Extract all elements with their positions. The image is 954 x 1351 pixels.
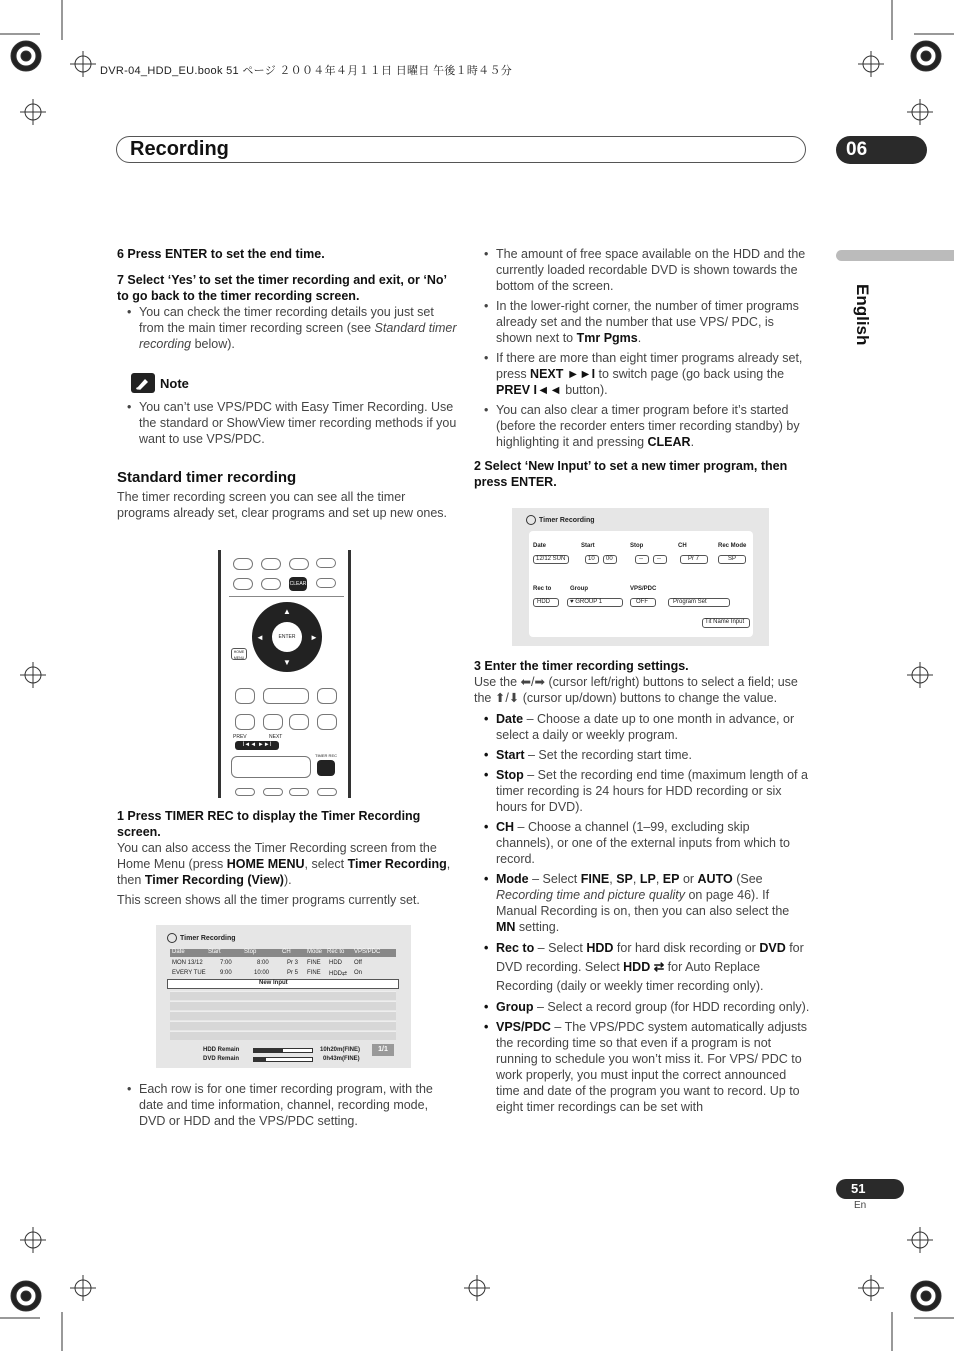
step-7: 7 Select ‘Yes’ to set the timer recording and exit, or ‘No’ to go back to the timer recording screen. (117, 273, 447, 303)
empty-row (170, 991, 396, 1000)
col-vps: VPS/PDC (354, 949, 381, 955)
text: – Select a record group (for HDD recording only). (533, 1000, 810, 1014)
text-bold: DVD (759, 941, 786, 955)
bullet-next-page (474, 350, 810, 398)
text: (See (732, 872, 763, 886)
remote-button (263, 688, 309, 704)
book-header: DVR-04_HDD_EU.book 51 ページ ２００４年４月１１日 日曜日 午後１時４５分 (100, 65, 513, 77)
vps-label: VPS/PDC (630, 586, 657, 592)
cell: On (354, 970, 363, 976)
step-2: 2 Select ‘New Input’ to set a new timer program, then press ENTER. (474, 459, 788, 489)
text-bold: HDD (586, 941, 614, 955)
recmode-value: SP (728, 556, 737, 562)
remote-button (316, 558, 336, 568)
item-recto (474, 939, 810, 996)
text-bold: CLEAR (647, 435, 691, 449)
recmode-label: Rec Mode (718, 543, 747, 549)
text: to switch page (go back using the (595, 367, 785, 381)
start-hour: 10 (588, 556, 595, 562)
text: In the lower-right corner, the number of timer programs already set and the number that use VPS/ PDC, is shown next to (496, 299, 799, 345)
cell: Pr 5 (287, 970, 299, 976)
note-icon (131, 373, 155, 393)
empty-row (170, 1021, 396, 1030)
bullet-tmr-pgms (474, 298, 810, 346)
step-6: 6 Press ENTER to set the end time. (117, 247, 325, 261)
text-bold: Tmr Pgms (576, 331, 638, 345)
empty-row (170, 1001, 396, 1010)
ch-value: Pr 7 (688, 556, 700, 562)
start-minute: 00 (606, 556, 613, 562)
text-bold: NEXT ►►I (530, 367, 596, 381)
bullet-clear (474, 402, 810, 450)
text-bold: HOME MENU (226, 857, 305, 871)
term: Start (496, 748, 525, 762)
date-value: 12/12 SUN (536, 556, 566, 562)
text: – Set the recording start time. (524, 748, 692, 762)
hdd-remain-value: 10h20m(FINE) (320, 1047, 361, 1053)
cell: HDD (329, 960, 342, 966)
text-bold: Timer Recording (View) (144, 873, 284, 887)
col-ch: CH (282, 949, 291, 955)
step-1-para (117, 840, 457, 888)
item-stop (474, 767, 810, 815)
group-label: Group (570, 586, 588, 592)
ch-label: CH (678, 543, 687, 549)
text: , (632, 872, 640, 886)
text: for DVD recording. Select (496, 941, 804, 974)
text: – Select (534, 941, 587, 955)
cell: Off (354, 960, 362, 966)
right-column-top (474, 246, 810, 490)
hdd-remain-bar (253, 1048, 313, 1053)
language-label: English (853, 284, 872, 346)
arrow-right-icon: ► (310, 633, 318, 642)
pencil-icon (131, 373, 155, 393)
cell: FINE (307, 970, 321, 976)
page-number: 51 (851, 1181, 866, 1196)
item-mode (474, 871, 810, 935)
stop-minute: -- (657, 556, 661, 562)
term: VPS/PDC (496, 1020, 551, 1034)
term: Rec to (496, 941, 535, 955)
term: Date (496, 712, 524, 726)
chapter-number: 06 (846, 139, 868, 160)
cell: 8:00 (257, 960, 269, 966)
left-column-top (117, 246, 457, 352)
text-bold: LP (639, 872, 656, 886)
col-stop: Stop (244, 949, 257, 955)
home-menu-button: HOME MENU (231, 648, 247, 660)
text: You can also clear a timer program before it’s started (before the recorder enters timer recording standby) by highlighting it and pressing (496, 403, 800, 449)
text-bold: SP (616, 872, 633, 886)
standard-section (117, 470, 457, 521)
remote-button (235, 788, 255, 796)
text: , (655, 872, 663, 886)
text-bold: PREV I◄◄ (496, 383, 562, 397)
enter-button: ENTER (272, 622, 302, 652)
text: – Choose a channel (1–99, excluding skip channels), or one of the external inputs from which to record. (496, 820, 790, 866)
text-bold: FINE (580, 872, 610, 886)
text: – Set the recording end time (maximum length of a timer recording is 24 hours for HDD recording or six hours for DVD). (496, 768, 808, 814)
item-group (474, 999, 810, 1015)
stop-label: Stop (630, 543, 644, 549)
date-label: Date (533, 543, 547, 549)
text: . (637, 331, 642, 345)
bullet-free-space: • The amount of free space available on the HDD and the currently loaded recordable DVD is shown towards the bottom of the screen. (474, 246, 810, 294)
tit-name-label: Tit Name Input (705, 619, 745, 625)
row-note (117, 1081, 457, 1129)
note-label: Note (160, 376, 189, 391)
timer-edit-screen (512, 508, 769, 646)
remote-button (233, 578, 253, 590)
dvd-remain-value: 0h43m(FINE) (323, 1056, 360, 1062)
text-bold: AUTO (697, 872, 733, 886)
remote-button (263, 788, 283, 796)
remote-button (263, 714, 283, 730)
empty-row (170, 1011, 396, 1020)
text: – Select (528, 872, 581, 886)
prev-next-buttons: I◄◄ ►►I (235, 741, 279, 750)
remote-button (317, 714, 337, 730)
step-1: 1 Press TIMER REC to display the Timer Recording screen. (117, 809, 421, 839)
term: Mode (496, 872, 529, 886)
recto-value: HDD (537, 599, 550, 605)
note-bullet: • You can’t use VPS/PDC with Easy Timer Recording. Use the standard or ShowView timer recording methods if you want to use VPS/PDC. (117, 399, 457, 447)
cell: 10:00 (254, 970, 270, 976)
item-date (474, 711, 810, 743)
text: , select (304, 857, 348, 871)
item-ch (474, 819, 810, 867)
arrow-down-icon: ▼ (283, 658, 291, 667)
page-indicator: 1/1 (372, 1044, 394, 1056)
text: , then (117, 857, 451, 887)
remote-button (317, 688, 337, 704)
text-bold: EP (662, 872, 680, 886)
col-recto: Rec to (327, 949, 345, 955)
dvd-remain-bar (253, 1057, 313, 1062)
text: setting. (515, 920, 560, 934)
text-bold: Timer Recording (347, 857, 447, 871)
text: on page 46). If Manual Recording is on, then you can also select the (496, 888, 790, 918)
col-mode: Mode (307, 949, 323, 955)
term: Stop (496, 768, 524, 782)
text-bold: HDD ⇄ (623, 960, 665, 974)
right-column-bottom (474, 658, 810, 1115)
term: CH (496, 820, 515, 834)
start-label: Start (581, 543, 595, 549)
row-bullet: • Each row is for one timer recording program, with the date and time information, channel, recording mode, DVD or HDD and the VPS/PDC setting. (117, 1081, 457, 1129)
text: button). (561, 383, 608, 397)
remote-button (235, 688, 255, 704)
cell: MON 13/12 (172, 960, 203, 966)
stop-hour: -- (639, 556, 643, 562)
recto-label: Rec to (533, 586, 552, 592)
step-1-block (117, 808, 457, 908)
section-heading: Standard timer recording (117, 469, 297, 486)
section-intro: The timer recording screen you can see all the timer programs already set, clear programs and set up new ones. (117, 490, 448, 520)
screen-title: Timer Recording (539, 517, 595, 524)
text: below). (191, 337, 235, 351)
text: , (609, 872, 617, 886)
remote-button (317, 788, 337, 796)
remote-button (261, 558, 281, 570)
divider (229, 596, 344, 597)
text-italic: Recording time and picture quality (496, 888, 685, 902)
text: for hard disk recording or (613, 941, 760, 955)
empty-row (170, 1031, 396, 1040)
text-bold: MN (496, 920, 516, 934)
text: You can check the timer recording details you just set from the main timer recording screen (see (139, 305, 434, 335)
step-3: 3 Enter the timer recording settings. (474, 659, 689, 673)
page-badge (836, 1179, 904, 1199)
page-lang: En (854, 1200, 867, 1211)
text: ). (283, 873, 292, 887)
program-set-label: Program Set (673, 599, 707, 605)
col-start: Start (208, 949, 221, 955)
new-input-label: New Input (259, 980, 288, 986)
screen-title: Timer Recording (180, 935, 236, 942)
remote-button (235, 714, 255, 730)
bar-fill (254, 1049, 283, 1052)
remote-button (289, 714, 309, 730)
dvd-remain-label: DVD Remain (203, 1056, 240, 1062)
group-value: ♥ GROUP 1 (570, 599, 603, 605)
next-label: NEXT (269, 734, 283, 740)
cell: Pr 3 (287, 960, 299, 966)
remote-button (233, 558, 253, 570)
arrow-up-icon: ▲ (283, 607, 291, 616)
vps-value: OFF (636, 599, 648, 605)
timer-rec-button (317, 760, 335, 776)
step-3-para: Use the ⬅/➡ (cursor left/right) buttons to select a field; use the ⬆/⬇ (cursor up/down) buttons to change the value. (474, 675, 798, 705)
cell: 9:00 (220, 970, 232, 976)
prev-label: PREV (233, 734, 247, 740)
term: Group (496, 1000, 534, 1014)
text: You can also access the Timer Recording screen from the Home Menu (press (117, 841, 437, 871)
cell: 7:00 (220, 960, 232, 966)
language-tab (836, 250, 954, 261)
timer-rec-label: TIMER REC (315, 753, 337, 758)
step-1-para-2: This screen shows all the timer programs currently set. (117, 893, 420, 907)
clock-icon (167, 933, 177, 943)
remote-button-group (231, 756, 311, 778)
remote-button (316, 578, 336, 588)
step-7-bullet (117, 304, 457, 352)
item-start (474, 747, 810, 763)
cell: EVERY TUE (172, 970, 206, 976)
cell: FINE (307, 960, 321, 966)
remote-button (289, 558, 309, 570)
text: – The VPS/PDC system automatically adjusts the recording time so that even if a program is not running to schedule you won’t miss it. For VPS/ PDC to work properly, you must input the correct announced time and date of the program you want to record. Up to eight timer recordings can be set with (496, 1020, 808, 1114)
text: . (690, 435, 695, 449)
remote-button (289, 788, 309, 796)
col-date: Date (172, 949, 185, 955)
remote-illustration (218, 550, 351, 798)
item-vps (474, 1019, 810, 1115)
text: – Choose a date up to one month in advance, or select a daily or weekly program. (496, 712, 795, 742)
bar-fill (254, 1058, 266, 1061)
hdd-remain-label: HDD Remain (203, 1047, 240, 1053)
clear-button: CLEAR (289, 577, 307, 591)
note-body (117, 399, 457, 447)
text: or (679, 872, 698, 886)
arrow-left-icon: ◄ (256, 633, 264, 642)
text-italic: Standard timer recording (139, 321, 457, 351)
cell: HDD⇄ (329, 971, 348, 977)
text: If there are more than eight timer programs already set, press (496, 351, 803, 381)
clock-icon (526, 515, 536, 525)
timer-list-screen (156, 925, 411, 1068)
remote-button (261, 578, 281, 590)
text: for Auto Replace Recording (daily or weekly timer recording only). (496, 960, 764, 993)
section-title: Recording (130, 138, 229, 160)
